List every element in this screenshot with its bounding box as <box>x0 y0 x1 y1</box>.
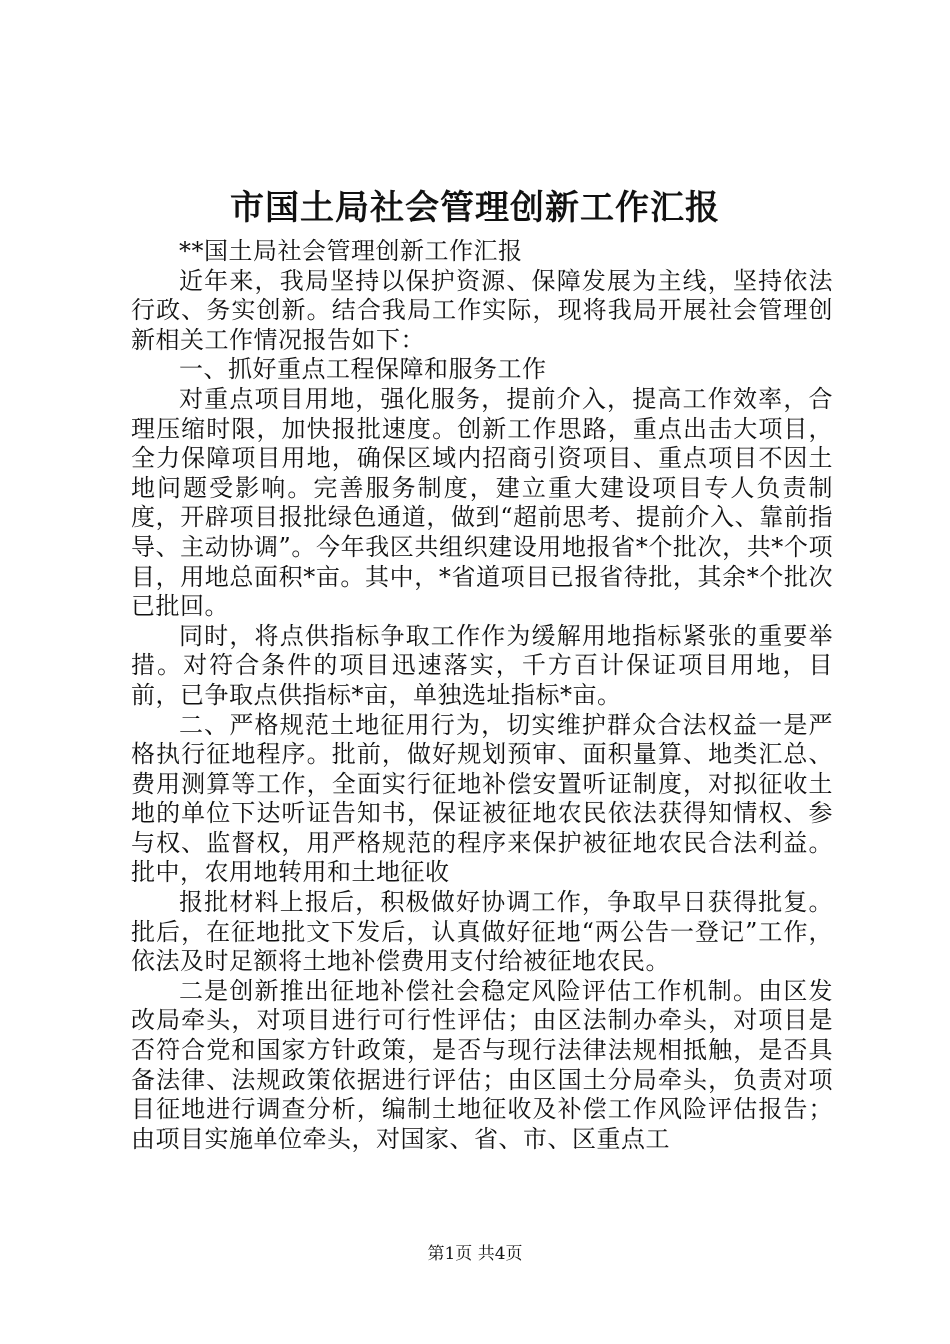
page-title: 市国土局社会管理创新工作汇报 <box>230 188 720 228</box>
paragraph-risk-assessment: 二是创新推出征地补偿社会稳定风险评估工作机制。由区发改局牵头，对项目进行可行性评估；由区法制办牵头，对项目是否符合党和国家方针政策，是否与现行法律法规相抵触，是否具备法律、法规政策依据进行评估；由区国土分局牵头，负责对项目征地进行调查分析，编制土地征收及补偿工作风险评估报告；由项目实施单位牵头，对国家、省、市、区重点工 <box>131 976 833 1153</box>
paragraph-key-projects: 对重点项目用地，强化服务，提前介入，提高工作效率，合理压缩时限，加快报批速度。创新工作思路，重点出击大项目，全力保障项目用地，确保区域内招商引资项目、重点项目不因土地问题受影响。完善服务制度，建立重大建设项目专人负责制度，开辟项目报批绿色通道，做到“超前思考、提前介入、靠前指导、主动协调”。今年我区共组织建设用地报省*个批次，共*个项目，用地总面积*亩。其中，*省道项目已报省待批，其余*个批次已批回。 <box>131 384 833 621</box>
paragraph-intro: 近年来，我局坚持以保护资源、保障发展为主线，坚持依法行政、务实创新。结合我局工作实际，现将我局开展社会管理创新相关工作情况报告如下： <box>131 266 833 354</box>
paragraph-land-acquisition: 二、严格规范土地征用行为，切实维护群众合法权益一是严格执行征地程序。批前，做好规划预审、面积量算、地类汇总、费用测算等工作，全面实行征地补偿安置听证制度，对拟征收土地的单位下达听证告知书，保证被征地农民依法获得知情权、参与权、监督权，用严格规范的程序来保护被征地农民合法利益。批中，农用地转用和土地征收 <box>131 710 833 887</box>
paragraph-point-supply: 同时，将点供指标争取工作作为缓解用地指标紧张的重要举措。对符合条件的项目迅速落实，千方百计保证项目用地，目前，已争取点供指标*亩，单独选址指标*亩。 <box>131 621 833 709</box>
paragraph-approval: 报批材料上报后，积极做好协调工作，争取早日获得批复。批后，在征地批文下发后，认真做好征地“两公告一登记”工作，依法及时足额将土地补偿费用支付给被征地农民。 <box>131 888 833 976</box>
section-heading-1: 一、抓好重点工程保障和服务工作 <box>179 355 547 384</box>
page-footer: 第1页 共4页 <box>427 1244 523 1264</box>
paragraph-subtitle: **国土局社会管理创新工作汇报 <box>179 237 523 265</box>
document-body <box>131 237 833 1154</box>
